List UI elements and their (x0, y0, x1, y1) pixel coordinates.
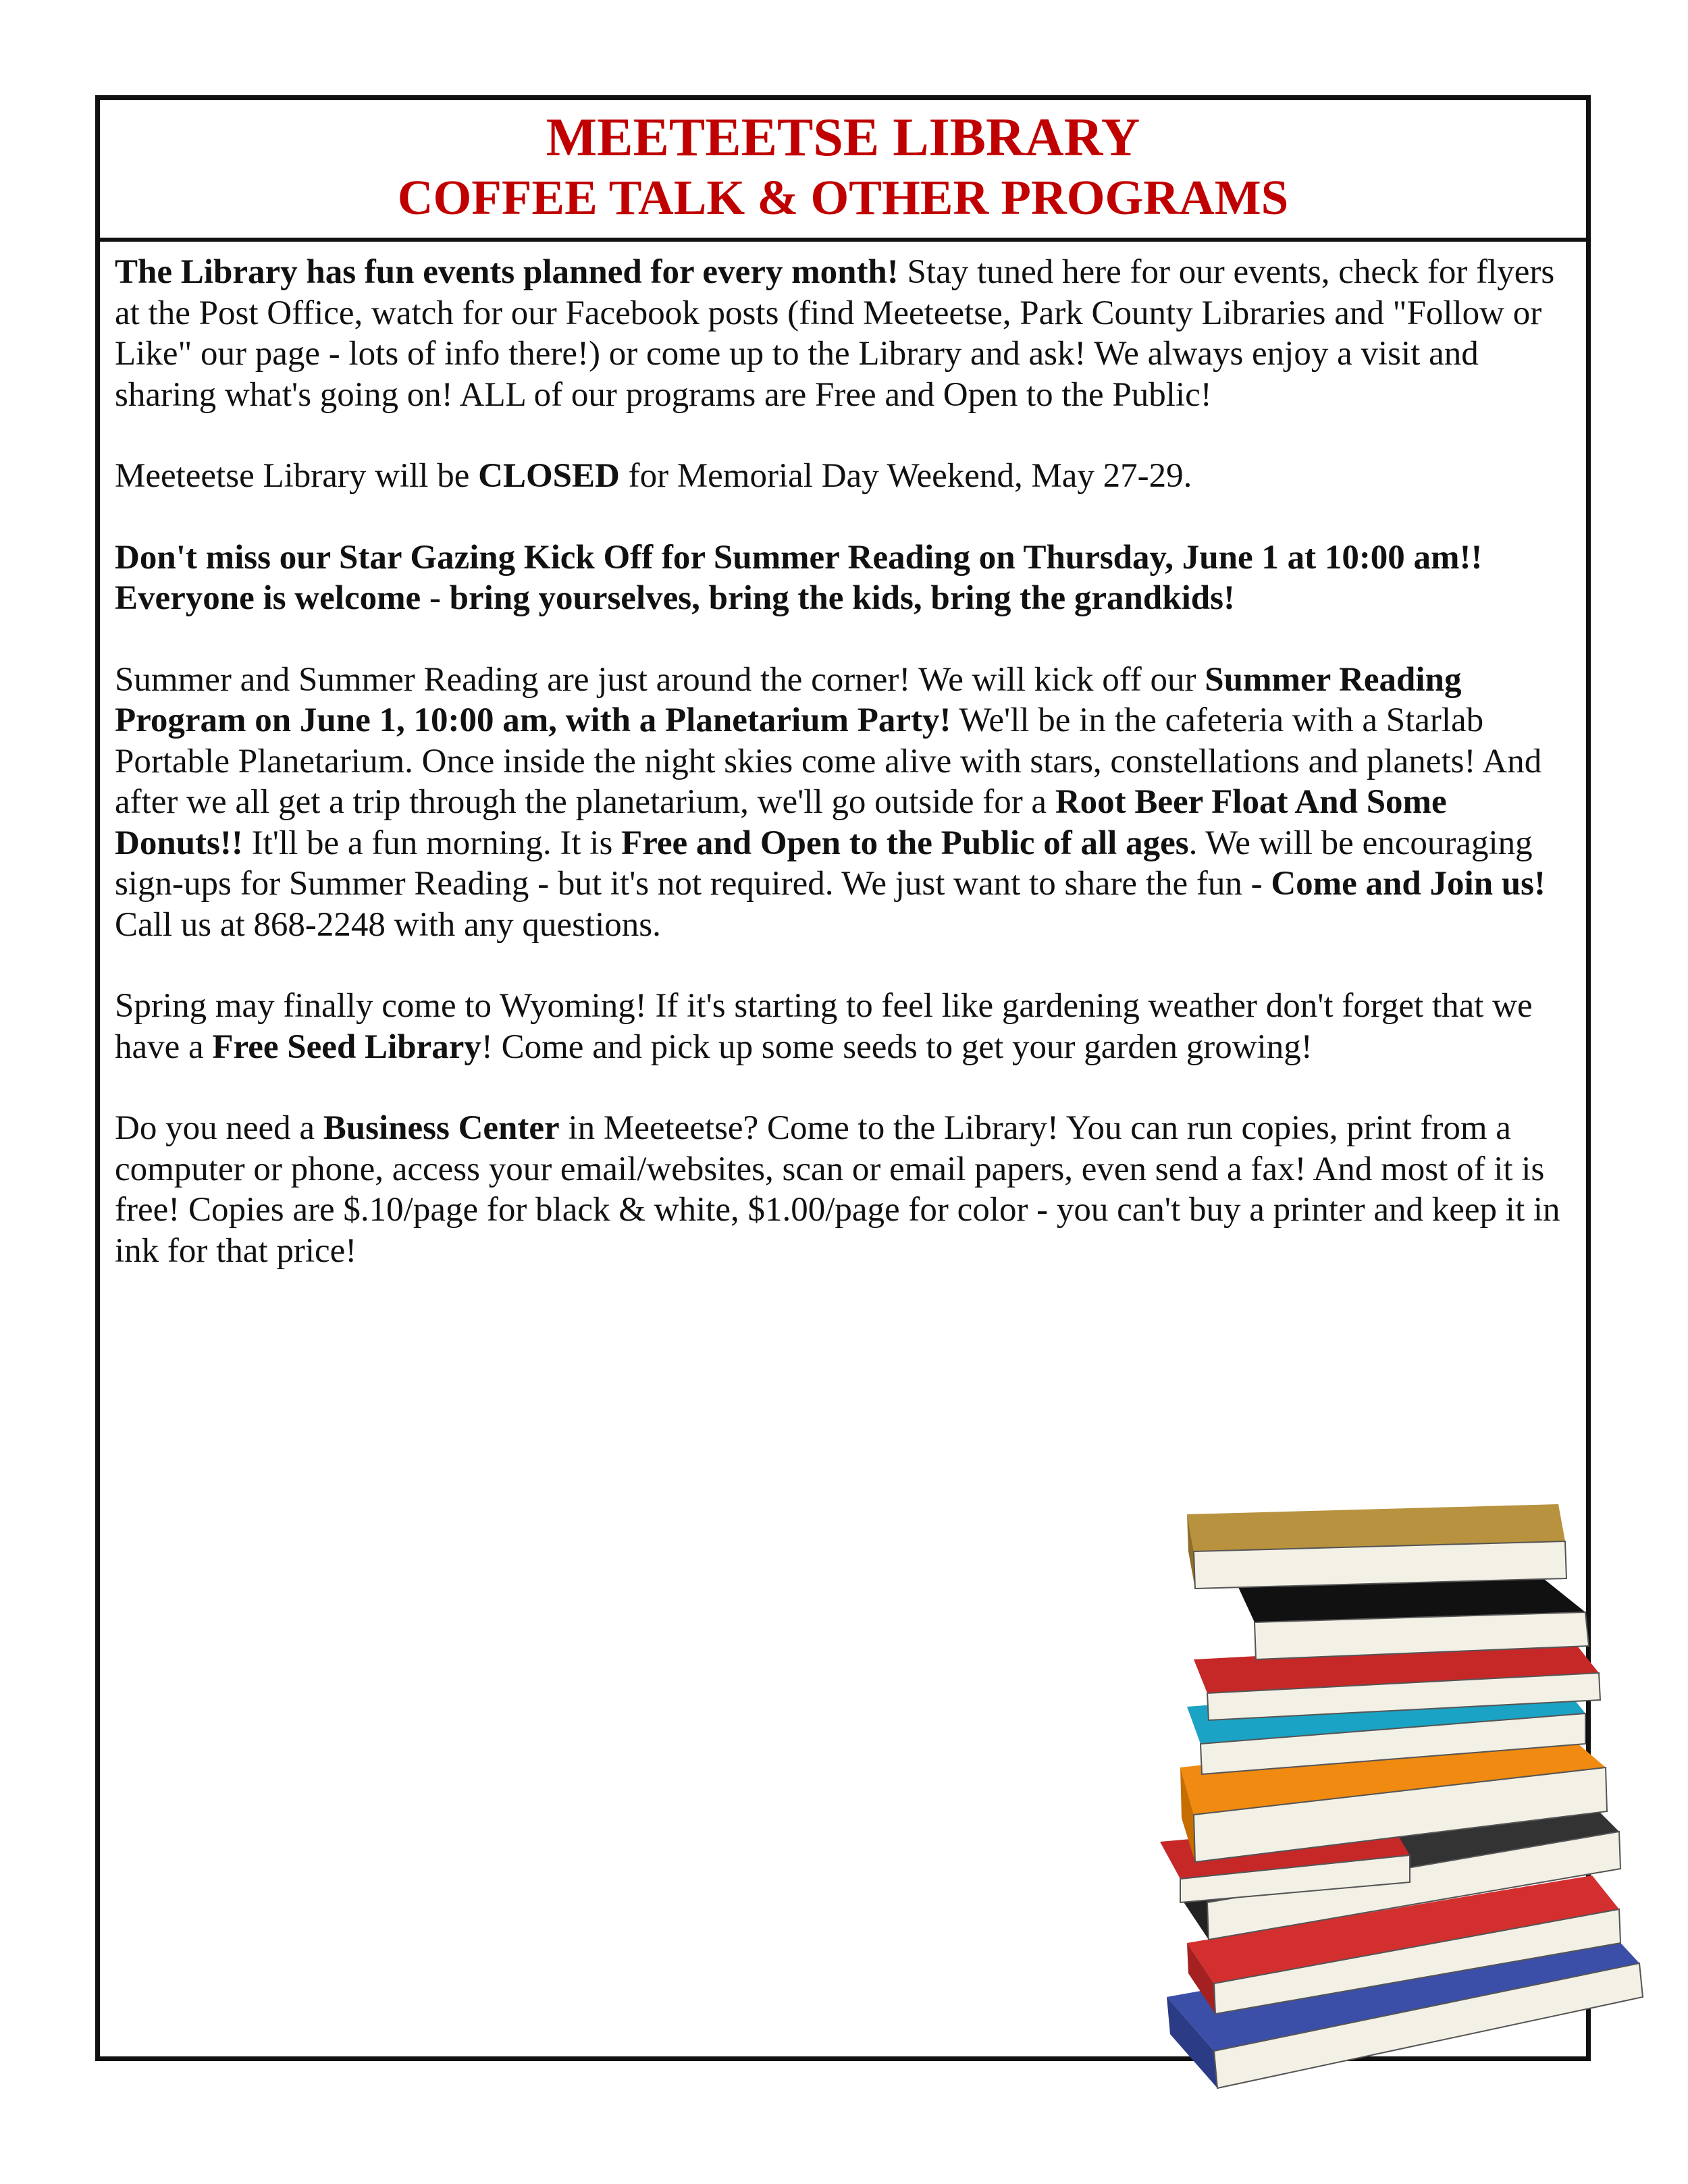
intro-body: Stay tuned here for our events, check for flyers at the Post Office, watch for our Facebook posts (find Meeteetse, Park County Libraries and "Follow or Like" our page - lots of info there!) or come up to the Library and ask! We always enjoy a visit and sharing what's going on! ALL of our programs are Free and Open to the Public! (115, 253, 1555, 414)
summer-b4: Come and Join us! (1271, 865, 1546, 903)
page-subtitle: COFFEE TALK & OTHER PROGRAMS (397, 170, 1289, 225)
business-t2: in Meeteetse? Come to the Library! You can run copies, print from a computer or phone, access your email/websites, scan or email papers, even send a fax! And most of it is free! Copies are $.10/page for black & white, $1.00/page for color - you can't buy a printer and keep it in ink for that price! (115, 1109, 1560, 1270)
flyer-header (100, 100, 1586, 242)
seeds-t2: ! Come and pick up some seeds to get your garden growing! (481, 1028, 1313, 1066)
summer-t2: We'll be in the cafeteria with a Starlab Portable Planetarium. Once inside the night skies come alive with stars, constellations and planets! And after we all get a trip through the planetarium, we'll go outside for a (115, 701, 1542, 821)
summer-t4: . We will be encouraging sign-ups for Summer Reading - but it's not required. We just want to share the fun - (115, 824, 1533, 903)
business-b1: Business Center (323, 1109, 560, 1147)
summer-b3: Free and Open to the Public of all ages (621, 824, 1189, 862)
summer-t3: It'll be a fun morning. It is (242, 824, 622, 862)
business-paragraph (115, 1108, 1571, 1271)
kickoff-text: Don't miss our Star Gazing Kick Off for Summer Reading on Thursday, June 1 at 10:00 am!! Everyone is welcome - bring yourselves, bring the kids, bring the grandkids! (115, 538, 1483, 617)
page-title: MEETEETSE LIBRARY (546, 108, 1140, 167)
summer-t5: Call us at 868-2248 with any questions. (115, 905, 661, 944)
closure-pre: Meeteetse Library will be (115, 457, 479, 495)
summer-t1: Summer and Summer Reading are just around the corner! We will kick off our (115, 660, 1205, 699)
summer-paragraph (115, 660, 1571, 946)
seeds-t1: Spring may finally come to Wyoming! If it's starting to feel like gardening weather don't forget that we have a (115, 987, 1533, 1066)
kickoff-paragraph (115, 537, 1571, 619)
summer-b2: Root Beer Float And Some Donuts!! (115, 783, 1447, 862)
closure-post: for Memorial Day Weekend, May 27-29. (619, 457, 1192, 495)
summer-b1: Summer Reading Program on June 1, 10:00 am, with a Planetarium Party! (115, 660, 1462, 739)
seeds-b1: Free Seed Library (212, 1028, 481, 1066)
intro-lead: The Library has fun events planned for every month! (115, 253, 899, 291)
intro-paragraph (115, 252, 1571, 415)
seeds-paragraph (115, 986, 1571, 1067)
flyer-frame (95, 95, 1591, 2061)
flyer-content (115, 252, 1571, 1312)
book-stack-icon (1153, 1477, 1653, 2105)
closure-bold: CLOSED (478, 457, 620, 495)
business-t1: Do you need a (115, 1109, 323, 1147)
book-tan (1187, 1504, 1566, 1589)
closure-paragraph (115, 456, 1571, 497)
